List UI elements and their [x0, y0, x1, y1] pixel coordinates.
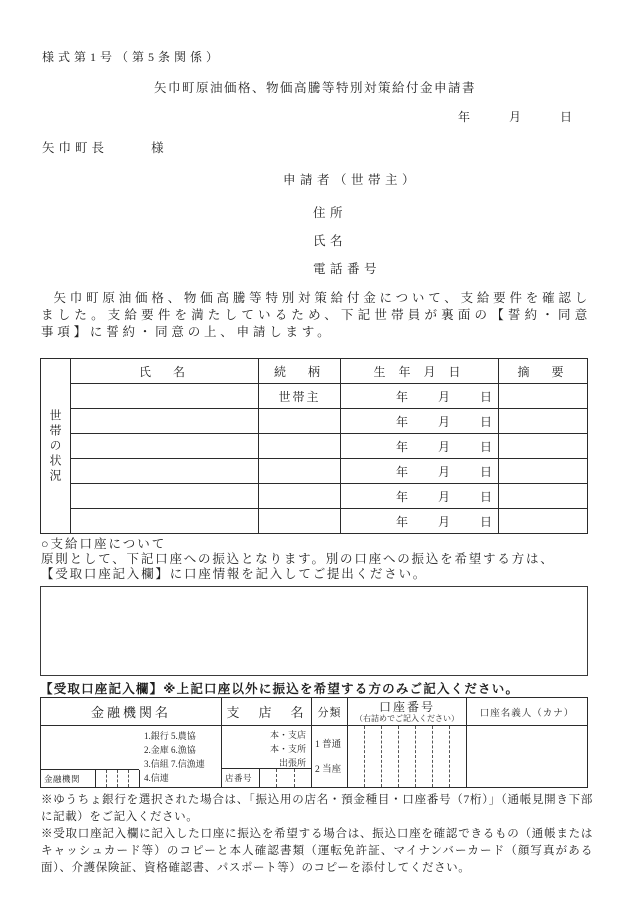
- year-label: 年: [395, 414, 408, 429]
- phone-label: 電話番号: [313, 262, 382, 276]
- institution-type-option: 1.銀行 5.農協: [144, 731, 196, 741]
- remarks-cell: [499, 384, 587, 408]
- name-label: 氏名: [313, 234, 348, 248]
- institution-type-list: [139, 726, 221, 787]
- birthdate-cell: [341, 484, 499, 508]
- form-title: 矢巾町原油価格、物価高騰等特別対策給付金申請書: [153, 81, 476, 95]
- honorific-label: 様: [151, 141, 166, 155]
- header-relation: 続 柄: [259, 359, 341, 383]
- name-cell: [71, 509, 259, 533]
- table-row: [71, 434, 587, 459]
- header-birthdate: 生 年 月 日: [341, 359, 499, 383]
- relation-cell: 世帯主: [259, 384, 341, 408]
- table-row: [71, 409, 587, 434]
- branch-code-box: [260, 769, 276, 787]
- birthdate-cell: [341, 384, 499, 408]
- addressee-name: 矢巾町長: [42, 141, 109, 155]
- declaration-paragraph: 矢巾町原油価格、物価高騰等特別対策給付金について、支給要件を確認しました。支給要件を満たしているため、下記世帯員が裏面の【誓約・同意事項】に誓約・同意の上、申請します。: [41, 291, 591, 339]
- footnote: ※ゆうちょ銀行を選択された場合は、「振込用の店名・預金種目・口座番号（7桁）」（通帳見開き下部に記載）をご記入ください。: [41, 794, 593, 823]
- account-entry-heading: 【受取口座記入欄】※上記口座以外に振込を希望する方のみご記入ください。: [40, 682, 520, 696]
- header-name: 氏 名: [71, 359, 259, 383]
- relation-cell: [259, 509, 341, 533]
- header-remarks: 摘 要: [517, 364, 569, 379]
- branch-header-cell: [222, 698, 312, 725]
- institution-type-option: 3.信組 7.信漁連: [144, 759, 205, 769]
- branch-type-option: 本・支所: [269, 744, 306, 754]
- account-digit-box: [348, 726, 364, 787]
- account-digit-box: [381, 726, 398, 787]
- relation-cell: [259, 484, 341, 508]
- month-label: 月: [437, 514, 450, 529]
- institution-code-boxes: [96, 770, 139, 787]
- year-label: 年: [395, 439, 408, 454]
- institution-code-box: [117, 770, 128, 787]
- account-digit-box: [415, 726, 432, 787]
- branch-code-boxes: [260, 769, 311, 787]
- institution-code-box: [106, 770, 117, 787]
- year-label: 年: [395, 489, 408, 504]
- day-label: 日: [559, 110, 572, 124]
- account-entry-body-row: [41, 726, 587, 787]
- holder-cell: [467, 726, 587, 787]
- month-label: 月: [437, 439, 450, 454]
- relation-cell: [259, 459, 341, 483]
- day-label: 日: [479, 464, 492, 479]
- household-vertical-label-cell: [41, 359, 71, 533]
- month-label: 月: [437, 489, 450, 504]
- day-label: 日: [479, 389, 492, 404]
- holder-header-cell: [467, 698, 587, 725]
- institution-cell: [41, 726, 222, 787]
- footnotes: [41, 792, 593, 877]
- name-cell: [71, 384, 259, 408]
- account-number-header-cell: [348, 698, 467, 725]
- payment-account-note-2: 【受取口座記入欄】に口座情報を記入してご提出ください。: [41, 567, 428, 581]
- branch-code-box: [276, 769, 293, 787]
- remarks-cell: [499, 509, 587, 533]
- branch-type-list: [222, 726, 311, 769]
- branch-code-row: [222, 769, 311, 787]
- form-number: 様式第1号（第5条関係）: [42, 50, 223, 64]
- day-label: 日: [479, 514, 492, 529]
- address-label: 住所: [313, 206, 348, 220]
- name-cell: [71, 434, 259, 458]
- birthdate-cell: [341, 459, 499, 483]
- branch-code-box: [294, 769, 311, 787]
- account-number-cell: [348, 726, 467, 787]
- name-cell: [71, 484, 259, 508]
- table-row: [71, 509, 587, 533]
- remarks-cell: [499, 484, 587, 508]
- account-entry-header-row: [41, 698, 587, 726]
- month-label: 月: [437, 414, 450, 429]
- holder-header: 口座名義人（カナ）: [479, 708, 575, 719]
- relation-cell: [259, 434, 341, 458]
- divider: [139, 770, 140, 787]
- year-label: 年: [395, 389, 408, 404]
- relation-cell: [259, 409, 341, 433]
- institution-type-option: 4.信連: [144, 773, 169, 783]
- month-label: 月: [437, 464, 450, 479]
- class-option: 2 当座: [315, 765, 342, 776]
- birthdate-cell: [341, 434, 499, 458]
- year-label: 年: [395, 464, 408, 479]
- name-cell: [71, 459, 259, 483]
- branch-type-option: 本・支店: [269, 730, 306, 740]
- day-label: 日: [479, 489, 492, 504]
- institution-code-box: [96, 770, 106, 787]
- branch-header: 支 店 名: [226, 705, 307, 720]
- account-entry-table: [40, 697, 588, 788]
- class-cell: [312, 726, 348, 787]
- account-number-header: 口座番号: [378, 699, 435, 714]
- day-label: 日: [479, 439, 492, 454]
- institution-header: 金融機関名: [90, 705, 171, 720]
- institution-type-option: 2.金庫 6.漁協: [144, 745, 196, 755]
- birthdate-cell: [341, 509, 499, 533]
- remarks-cell: [499, 459, 587, 483]
- class-header-cell: [312, 698, 348, 725]
- month-label: 月: [437, 389, 450, 404]
- institution-code-row: [41, 769, 139, 787]
- year-label: 年: [395, 514, 408, 529]
- year-label: 年: [458, 110, 471, 124]
- class-option: 1 普通: [315, 739, 342, 750]
- account-digit-box: [449, 726, 466, 787]
- remarks-cell: [499, 434, 587, 458]
- payment-account-note-1: 原則として、下記口座への振込となります。別の口座への振込を希望する方は、: [41, 552, 555, 566]
- institution-code-label: 金融機関: [41, 770, 96, 787]
- day-label: 日: [479, 414, 492, 429]
- table-row: [71, 384, 587, 409]
- account-digit-box: [398, 726, 415, 787]
- account-digit-box: [364, 726, 381, 787]
- institution-code-box: [128, 770, 139, 787]
- month-label: 月: [508, 110, 521, 124]
- date-line: [458, 108, 572, 125]
- table-row: [71, 459, 587, 484]
- account-digit-box: [432, 726, 449, 787]
- payment-account-heading: ○支給口座について: [41, 537, 167, 551]
- payment-account-writein-box: [40, 586, 588, 676]
- addressee-line: [42, 138, 166, 156]
- remarks-cell: [499, 409, 587, 433]
- branch-cell: [222, 726, 312, 787]
- household-header-row: [71, 359, 587, 384]
- class-header: 分類: [317, 706, 342, 719]
- household-vertical-label: 世帯の状況: [48, 408, 62, 484]
- birthdate-cell: [341, 409, 499, 433]
- footnote: ※受取口座記入欄に記入した口座に振込を希望する場合は、振込口座を確認できるもの（通帳またはキャッシュカード等）のコピーと本人確認書類（運転免許証、マイナンバーカード（顔写真がある面）、介護保険証、資格確認書、パスポート等）のコピーを添付してください。: [41, 828, 593, 874]
- household-rows: [71, 359, 587, 533]
- account-number-subheader: （右詰めでご記入ください）: [355, 713, 459, 723]
- institution-header-cell: [41, 698, 222, 725]
- applicant-label: 申請者（世帯主）: [283, 173, 420, 187]
- table-row: [71, 484, 587, 509]
- name-cell: [71, 409, 259, 433]
- branch-code-label: 店番号: [222, 769, 260, 787]
- household-status-table: [40, 358, 588, 534]
- branch-type-option: 出張所: [278, 758, 306, 768]
